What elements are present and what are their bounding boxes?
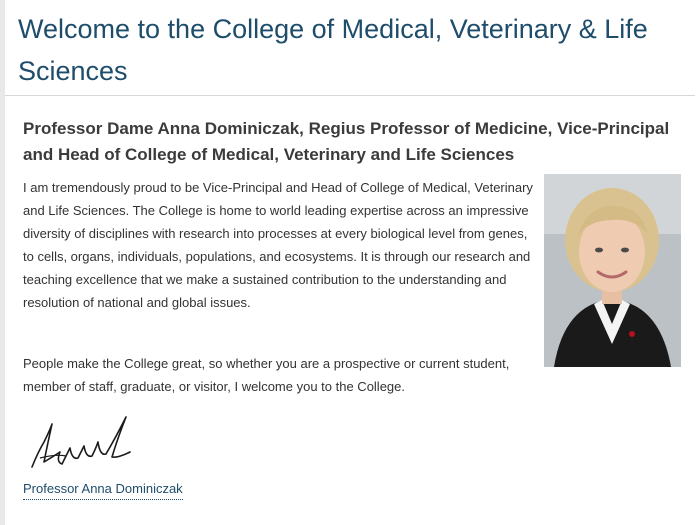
portrait-image [544, 174, 681, 367]
portrait-photo [544, 174, 681, 367]
intro-paragraph: I am tremendously proud to be Vice-Principal and Head of College of Medical, Veterinary and Life Sciences. The College is home to world leading expertise across an impressive diversity of disciplines with research into processes at every biological level from genes, to cells, organs, individuals, populations, and ecosystems. It is through our research and teaching excellence that we make a sustained contribution to the understanding and resolution of national and global issues. [23, 180, 533, 310]
title-divider [5, 95, 695, 96]
signature-image [26, 412, 136, 474]
signature-name-link[interactable]: Professor Anna Dominiczak [23, 479, 183, 500]
welcome-paragraph: People make the College great, so whether you are a prospective or current student, member of staff, graduate, or visitor, I welcome you to the College. [23, 356, 510, 394]
left-border [0, 0, 5, 525]
page-title: Welcome to the College of Medical, Veterinary & Life Sciences [18, 14, 648, 86]
profile-subtitle: Professor Dame Anna Dominiczak, Regius Professor of Medicine, Vice-Principal and Head of College of Medical, Veterinary and Life Sciences [23, 119, 670, 164]
